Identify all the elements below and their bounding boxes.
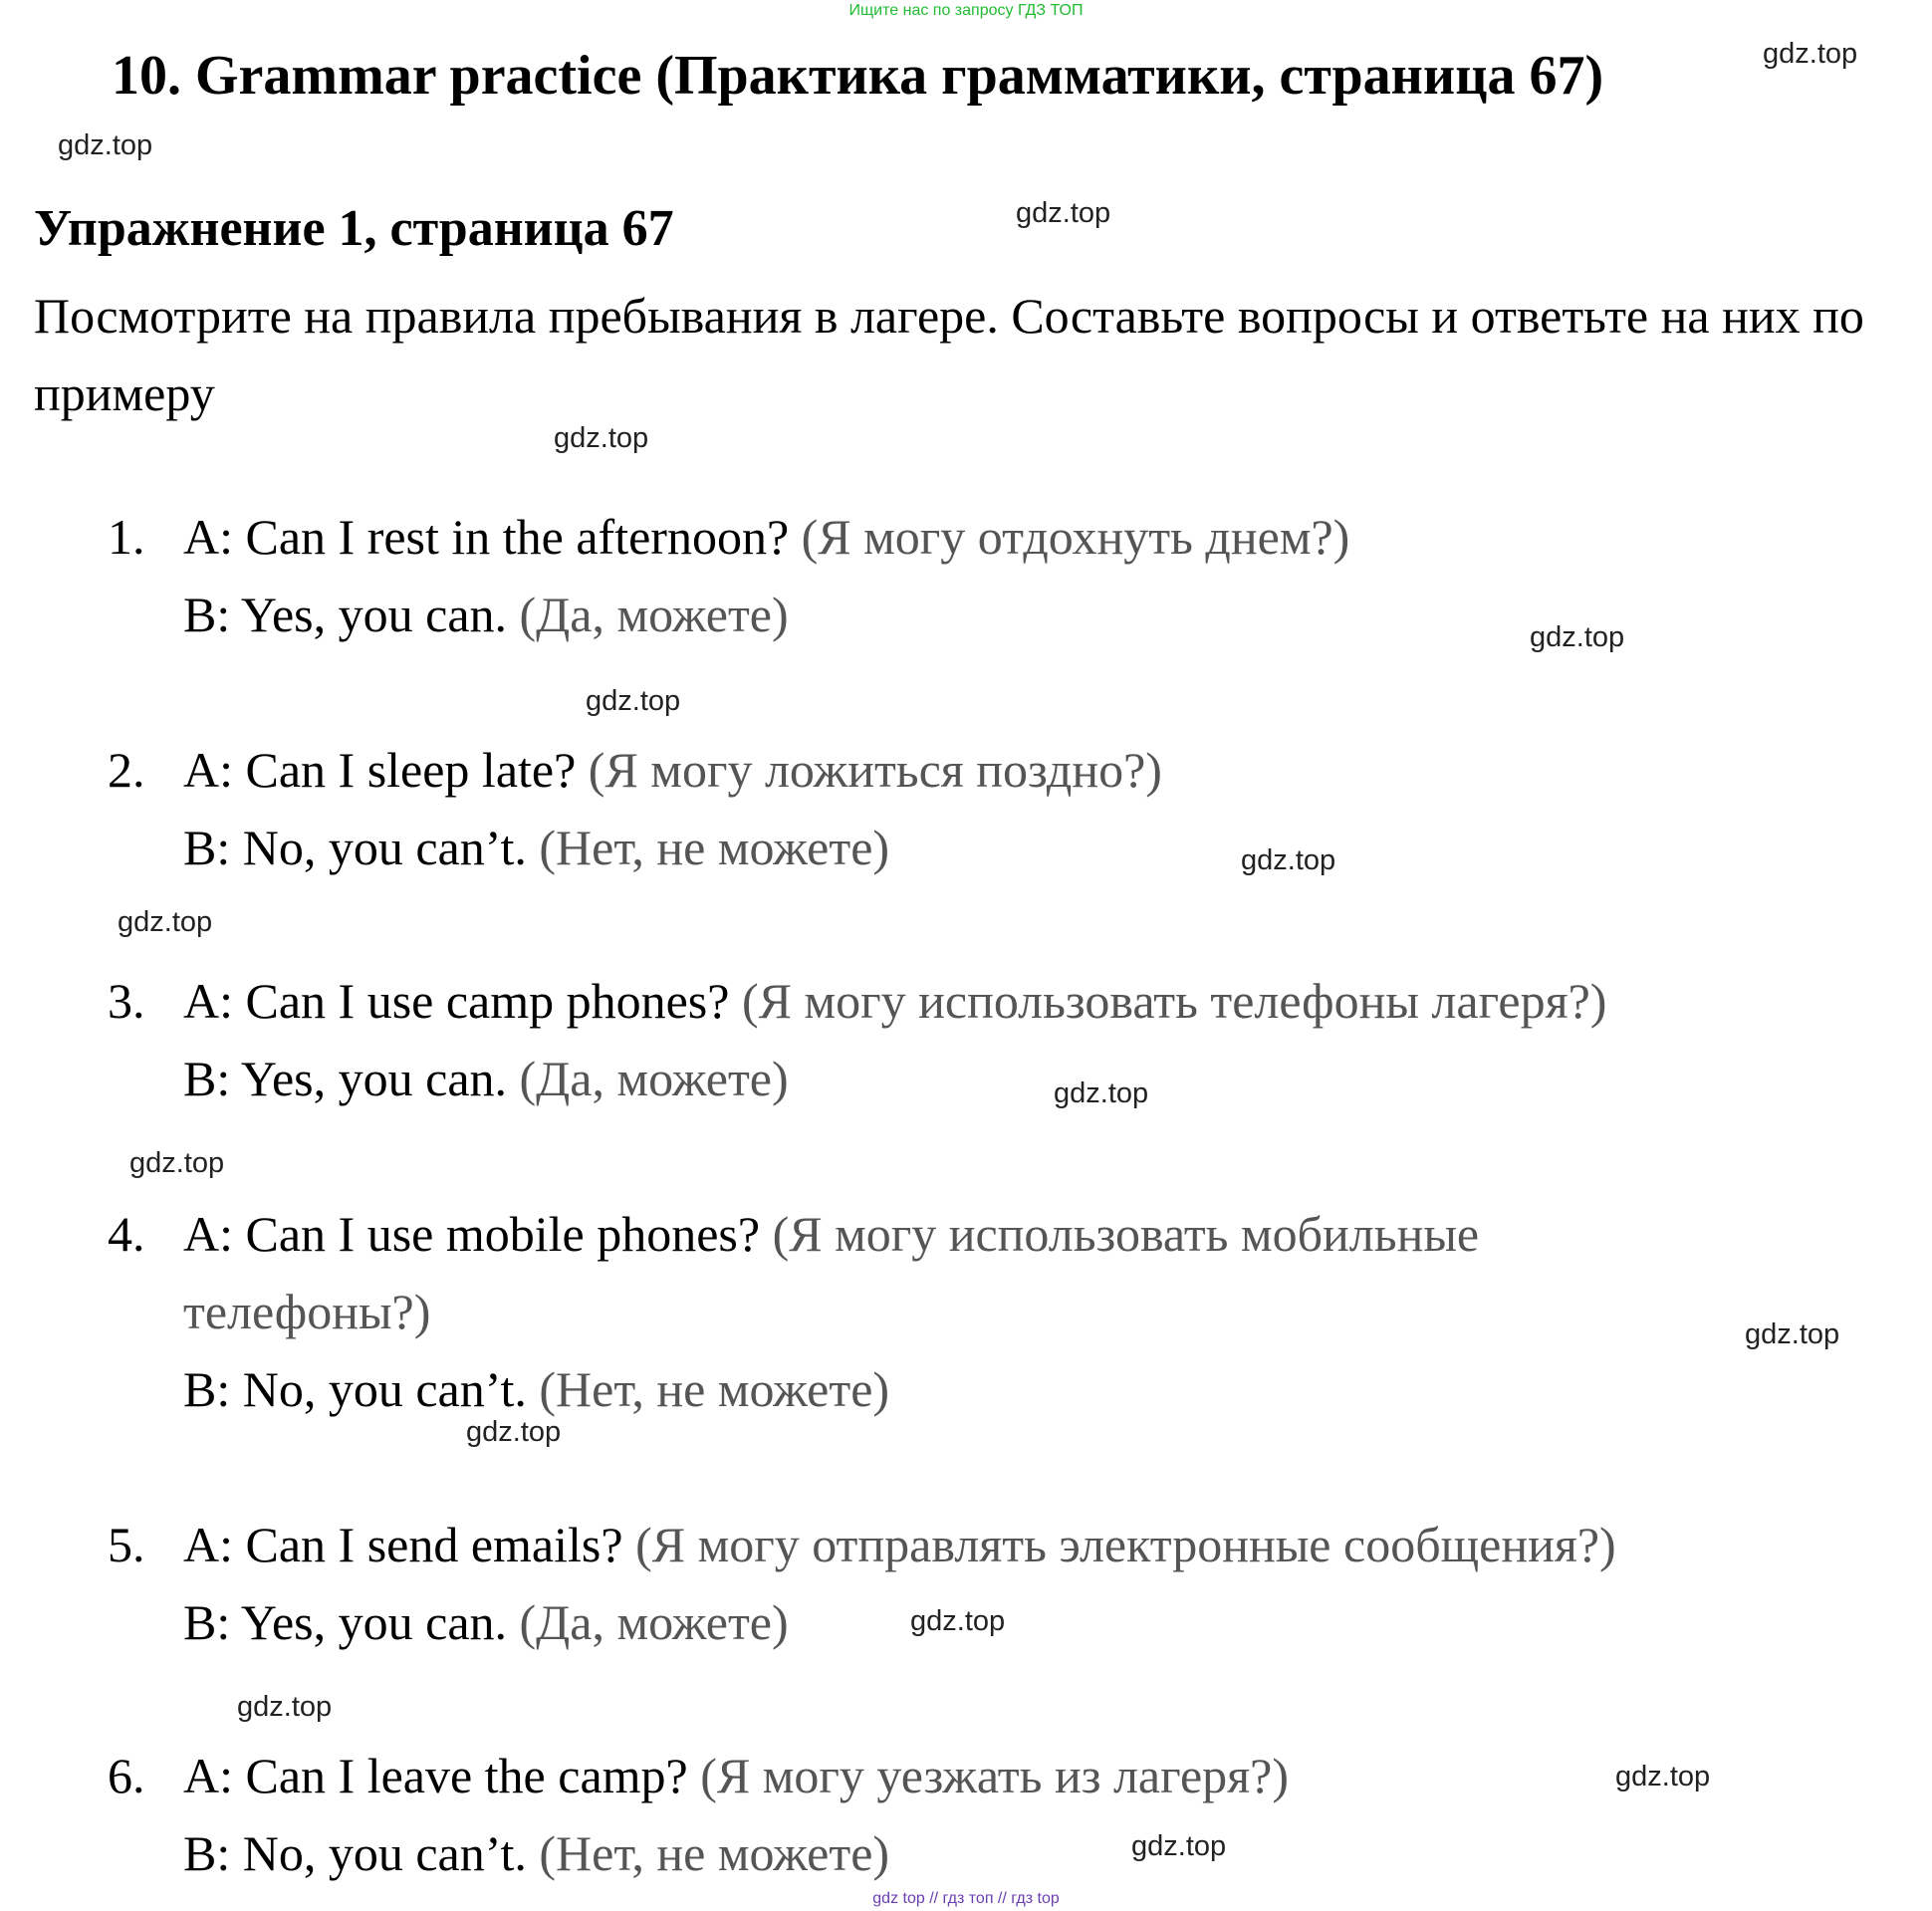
item-number: 5. — [108, 1517, 145, 1572]
question-line — [183, 972, 1606, 1030]
watermark: gdz.top — [1054, 1077, 1149, 1109]
top-banner: Ищите нас по запросу ГДЗ ТОП — [848, 2, 1084, 19]
watermark: gdz.top — [1016, 197, 1111, 229]
item-number: 2. — [108, 742, 145, 798]
watermark: gdz.top — [129, 1147, 225, 1179]
question-ru: (Я могу ложиться поздно?) — [588, 742, 1162, 798]
question-ru: (Я могу уезжать из лагеря?) — [700, 1748, 1289, 1803]
question-line — [183, 1205, 1479, 1263]
question-ru: (Я могу использовать телефоны лагеря?) — [741, 973, 1607, 1029]
answer-ru: (Нет, не можете) — [539, 1825, 890, 1881]
answer-en: B: Yes, you can. — [183, 1594, 508, 1650]
question-ru: (Я могу использовать мобильные — [772, 1206, 1480, 1262]
question-en: A: Can I leave the camp? — [183, 1748, 688, 1803]
question-ru: (Я могу отдохнуть днем?) — [801, 509, 1350, 565]
answer-line — [183, 1360, 889, 1418]
question-en: A: Can I rest in the afternoon? — [183, 509, 790, 565]
answer-ru: (Нет, не можете) — [539, 1361, 890, 1417]
question-line — [183, 1747, 1289, 1804]
question-en: A: Can I sleep late? — [183, 742, 577, 798]
answer-ru: (Да, можете) — [519, 587, 789, 642]
answer-ru: (Да, можете) — [519, 1594, 789, 1650]
question-line — [183, 508, 1349, 566]
watermark: gdz.top — [1763, 38, 1858, 70]
answer-ru: (Да, можете) — [519, 1051, 789, 1106]
item-number: 1. — [108, 509, 145, 565]
watermark: gdz.top — [1131, 1830, 1227, 1862]
answer-line — [183, 586, 789, 643]
answer-en: B: Yes, you can. — [183, 587, 508, 642]
question-line — [183, 1516, 1616, 1573]
answer-line — [183, 819, 889, 876]
item-number: 4. — [108, 1206, 145, 1262]
item-number: 3. — [108, 973, 145, 1029]
question-ru-continued: телефоны?) — [183, 1284, 431, 1339]
answer-line — [183, 1824, 889, 1882]
answer-en: B: No, you can’t. — [183, 820, 527, 875]
answer-ru: (Нет, не можете) — [539, 820, 890, 875]
exercise-title: Упражнение 1, страница 67 — [34, 200, 674, 257]
answer-en: B: No, you can’t. — [183, 1825, 527, 1881]
watermark: gdz.top — [237, 1691, 333, 1723]
watermark: gdz.top — [1241, 844, 1336, 876]
exercise-instruction: Посмотрите на правила пребывания в лагере. Составьте вопросы и ответьте на них по примеру — [34, 288, 1864, 421]
watermark: gdz.top — [1615, 1761, 1711, 1792]
item-number: 6. — [108, 1748, 145, 1803]
answer-line — [183, 1050, 789, 1107]
watermark: gdz.top — [1530, 621, 1625, 653]
watermark: gdz.top — [118, 906, 213, 938]
watermark: gdz.top — [586, 685, 681, 717]
question-ru: (Я могу отправлять электронные сообщения?) — [635, 1517, 1616, 1572]
question-en: A: Can I send emails? — [183, 1517, 623, 1572]
question-en: A: Can I use camp phones? — [183, 973, 730, 1029]
watermark: gdz.top — [1745, 1318, 1840, 1350]
watermark: gdz.top — [58, 129, 153, 161]
answer-en: B: No, you can’t. — [183, 1361, 527, 1417]
watermark: gdz.top — [554, 422, 649, 454]
answer-en: B: Yes, you can. — [183, 1051, 508, 1106]
watermark: gdz.top — [466, 1416, 562, 1448]
page-title: 10. Grammar practice (Практика грамматики, страница 67) — [112, 45, 1604, 107]
watermark: gdz.top — [910, 1605, 1006, 1637]
footer-links: gdz top // гдз топ // гдз top — [872, 1890, 1060, 1907]
answer-line — [183, 1593, 789, 1651]
question-line — [183, 741, 1162, 799]
question-en: A: Can I use mobile phones? — [183, 1206, 761, 1262]
